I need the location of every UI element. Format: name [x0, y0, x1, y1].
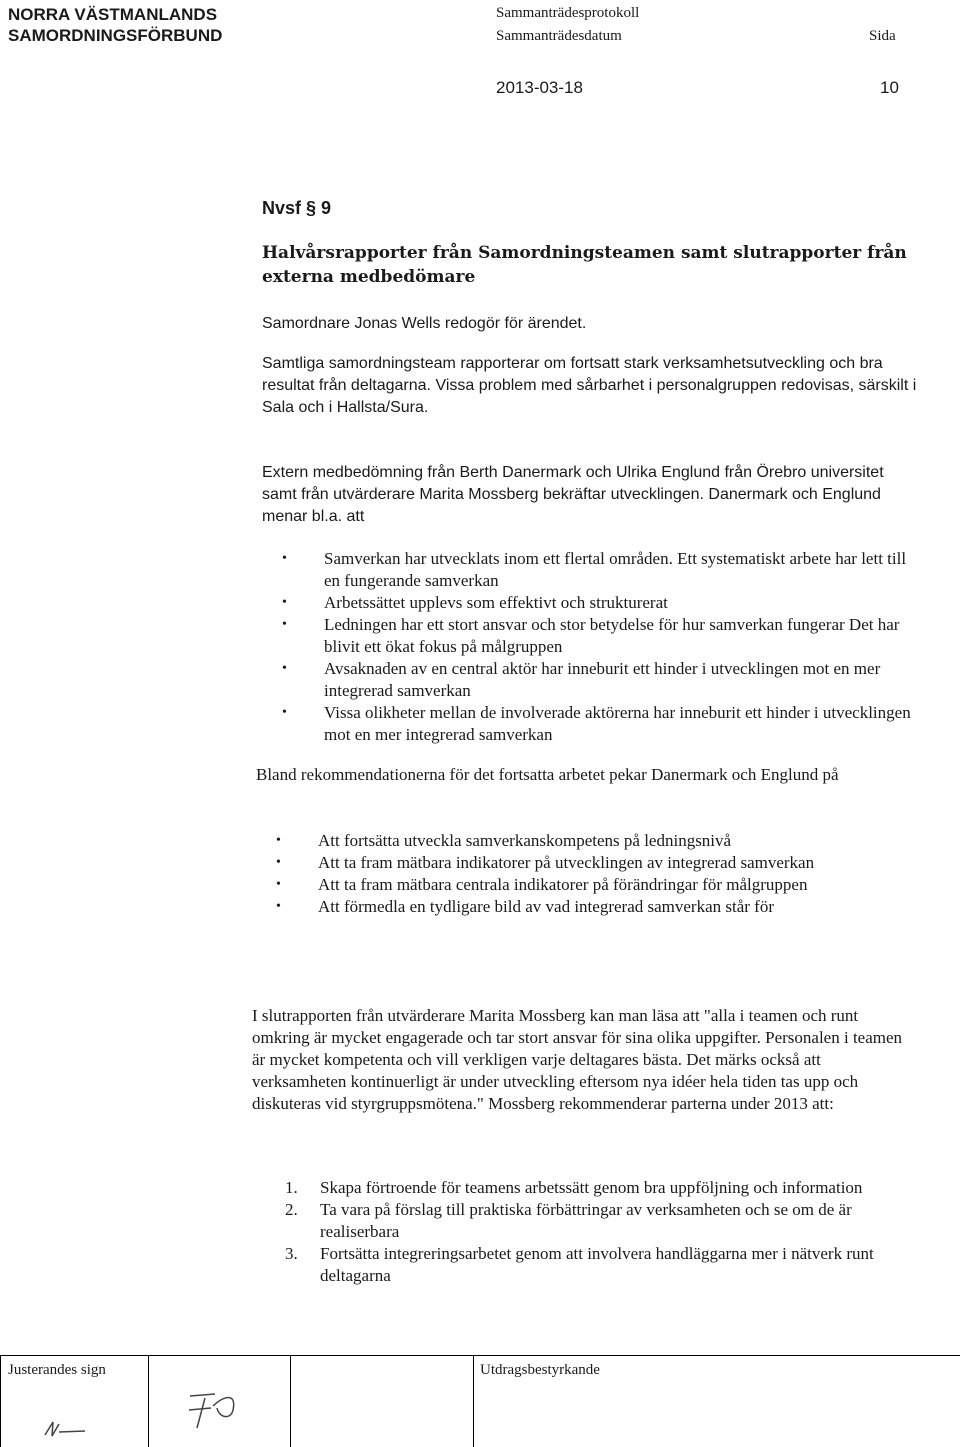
paragraph-external: Extern medbedömning från Berth Danermark och Ulrika Englund från Örebro universitet samt från utvärderare Marita Mossberg bekräftar utvecklingen. Danermark och Englund menar bl.a. att [262, 464, 884, 525]
item-text: Fortsätta integreringsarbetet genom att involvera handläggarna mer i nätverk runt deltagarna [320, 1244, 874, 1285]
paragraph-recommendations: Bland rekommendationerna för det fortsatta arbetet pekar Danermark och Englund på [256, 765, 839, 784]
paragraph-teams: Samtliga samordningsteam rapporterar om fortsatt stark verksamhetsutveckling och bra resultat från deltagarna. Vissa problem med sårbarhet i personalgruppen redovisas, särskilt i Sala och i Hallsta/Sura. [262, 355, 917, 416]
list-item: • Ledningen har ett stort ansvar och stor betydelse för hur samverkan fungerar Det har blivit ett ökat fokus på målgruppen [262, 614, 912, 658]
signature-2 [175, 1378, 275, 1438]
findings-list [262, 548, 912, 746]
page-label: Sida [869, 28, 896, 44]
list-item: • Att förmedla en tydligare bild av vad integrerad samverkan står för [256, 896, 906, 918]
divider [148, 1355, 149, 1447]
divider [0, 1355, 960, 1356]
numbered-item [285, 1243, 915, 1287]
date-label: Sammanträdesdatum [496, 28, 622, 44]
list-item: • Vissa olikheter mellan de involverade aktörerna har inneburit ett hinder i utvecklingen mot en mer integrerad samverkan [262, 702, 912, 746]
justerandes-label: Justerandes sign [8, 1362, 106, 1378]
utdrag-label: Utdragsbestyrkande [480, 1362, 600, 1378]
list-item: • Arbetssättet upplevs som effektivt och strukturerat [262, 592, 912, 614]
item-number: 2. [285, 1200, 298, 1219]
org-name-line2: SAMORDNINGSFÖRBUND [8, 26, 223, 45]
divider [290, 1355, 291, 1447]
item-number: 3. [285, 1244, 298, 1263]
signature-1 [25, 1400, 115, 1445]
mossberg-recommendations [285, 1177, 915, 1287]
section-number: Nvsf § 9 [262, 198, 332, 218]
paragraph-final-report: I slutrapporten från utvärderare Marita Mossberg kan man läsa att "alla i teamen och runt omkring är mycket engagerade och tar stort ansvar för sina olika uppgifter. Personalen i teamen är mycket kompetenta och vill verkligen varje deltagares bästa. Det märks också att verksamheten kontinuerligt är under utveckling eftersom nya idéer hela tiden tas upp och diskuteras vid styrgruppsmötena." Mossberg rekommenderar parterna under 2013 att: [252, 1006, 903, 1113]
section-title: Halvårsrapporter från Samordningsteamen samt slutrapporter från externa medbedömare [262, 243, 907, 287]
list-item: • Samverkan har utvecklats inom ett flertal områden. Ett systematiskt arbete har lett till en fungerande samverkan [262, 548, 912, 592]
intro-paragraph: Samordnare Jonas Wells redogör för ärendet. [262, 315, 587, 332]
numbered-item [285, 1177, 915, 1199]
numbered-item [285, 1199, 915, 1243]
meeting-date: 2013-03-18 [496, 78, 583, 97]
page-number: 10 [880, 78, 899, 97]
item-text: Skapa förtroende för teamens arbetssätt genom bra uppföljning och information [320, 1178, 863, 1197]
divider [0, 1355, 1, 1447]
list-item: • Att ta fram mätbara indikatorer på utvecklingen av integrerad samverkan [256, 852, 906, 874]
org-name-line1: NORRA VÄSTMANLANDS [8, 5, 218, 24]
list-item: • Att fortsätta utveckla samverkanskompetens på ledningsnivå [256, 830, 906, 852]
list-item: • Att ta fram mätbara centrala indikatorer på förändringar för målgruppen [256, 874, 906, 896]
recommendations-list [256, 830, 906, 918]
divider [473, 1355, 474, 1447]
doc-type: Sammanträdesprotokoll [496, 5, 640, 21]
item-number: 1. [285, 1178, 298, 1197]
list-item: • Avsaknaden av en central aktör har inneburit ett hinder i utvecklingen mot en mer integrerad samverkan [262, 658, 912, 702]
item-text: Ta vara på förslag till praktiska förbättringar av verksamheten och se om de är realiserbara [320, 1200, 852, 1241]
